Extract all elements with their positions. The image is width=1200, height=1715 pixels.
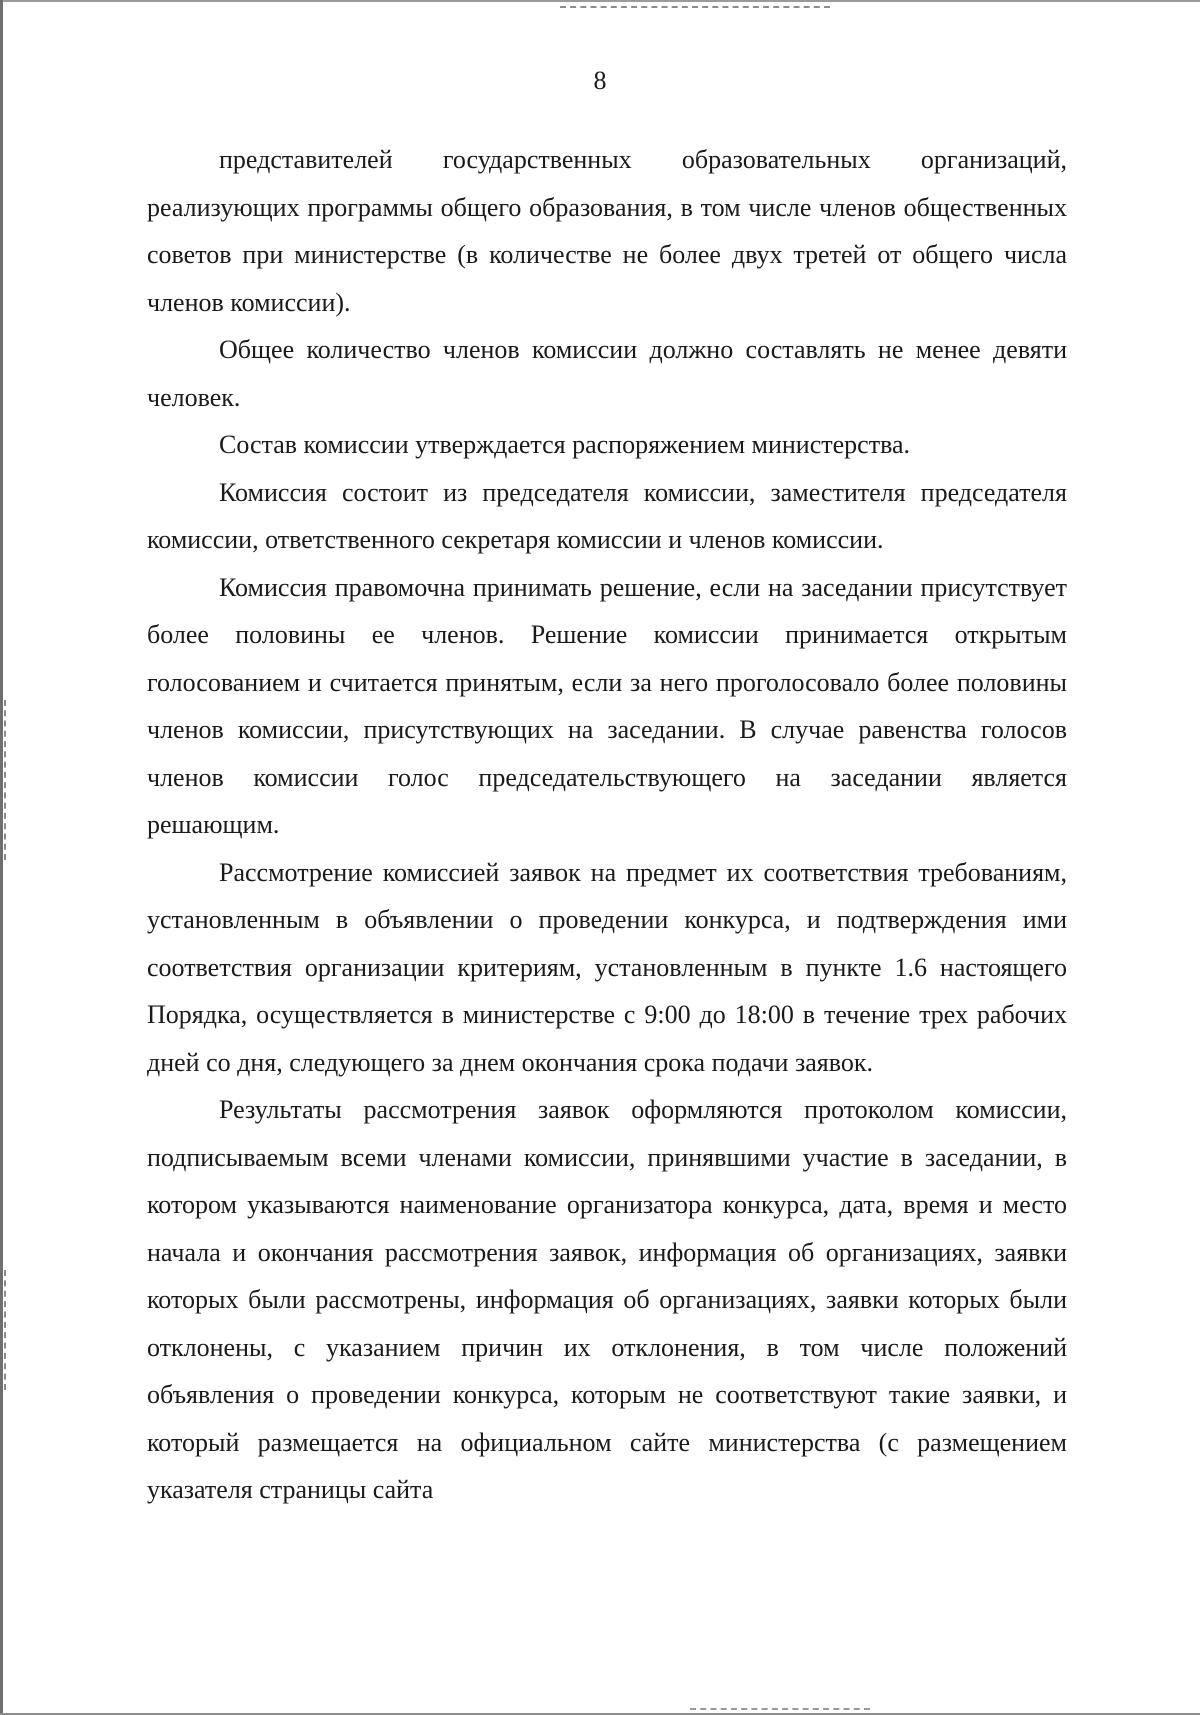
paragraph-representatives: представителей государственных образовательных организаций, реализующих программы общего образования, в том числе членов общественных советов при министерстве (в количестве не более двух третей от общего числа членов комиссии). [147, 145, 1067, 317]
scan-top-artifact [560, 6, 830, 8]
paragraph-member-count: Общее количество членов комиссии должно составлять не менее девяти человек. [147, 335, 1067, 412]
paragraph-review: Рассмотрение комиссией заявок на предмет их соответствия требованиям, установленным в объявлении о проведении конкурса, и подтверждения ими соответствия организации критериям, установленным в пункте 1.6 настоящего Порядка, осуществляется в министерстве с 9:00 до 18:00 в течение трех рабочих дней со дня, следующего за днем окончания срока подачи заявок. [147, 857, 1067, 1077]
scan-top-edge [0, 0, 1200, 2]
document-body [147, 136, 1067, 1514]
scan-left-artifact [4, 1270, 6, 1390]
paragraph-quorum: Комиссия правомочна принимать решение, если на заседании присутствует более половины ее членов. Решение комиссии принимается открытым голосованием и считается принятым, если за него проголосовало более половины членов комиссии, присутствующих на заседании. В случае равенства голосов членов комиссии голос председательствующего на заседании является решающим. [147, 572, 1067, 839]
scan-left-edge [0, 0, 3, 1715]
paragraph-results: Результаты рассмотрения заявок оформляются протоколом комиссии, подписываемым всеми членами комиссии, принявшими участие в заседании, в котором указываются наименование организатора конкурса, дата, время и место начала и окончания рассмотрения заявок, информация об организациях, заявки которых были рассмотрены, информация об организациях, заявки которых были отклонены, с указанием причин их отклонения, в том числе положений объявления о проведении конкурса, которым не соответствуют такие заявки, и который размещается на официальном сайте министерства (с размещением указателя страницы сайта [147, 1095, 1067, 1504]
paragraph-composition: Состав комиссии утверждается распоряжением министерства. [219, 430, 911, 459]
scan-left-artifact [4, 700, 6, 860]
paragraph-structure: Комиссия состоит из председателя комиссии, заместителя председателя комиссии, ответственного секретаря комиссии и членов комиссии. [147, 477, 1067, 554]
scan-bottom-artifact [690, 1708, 870, 1710]
page-number: 8 [593, 66, 607, 95]
